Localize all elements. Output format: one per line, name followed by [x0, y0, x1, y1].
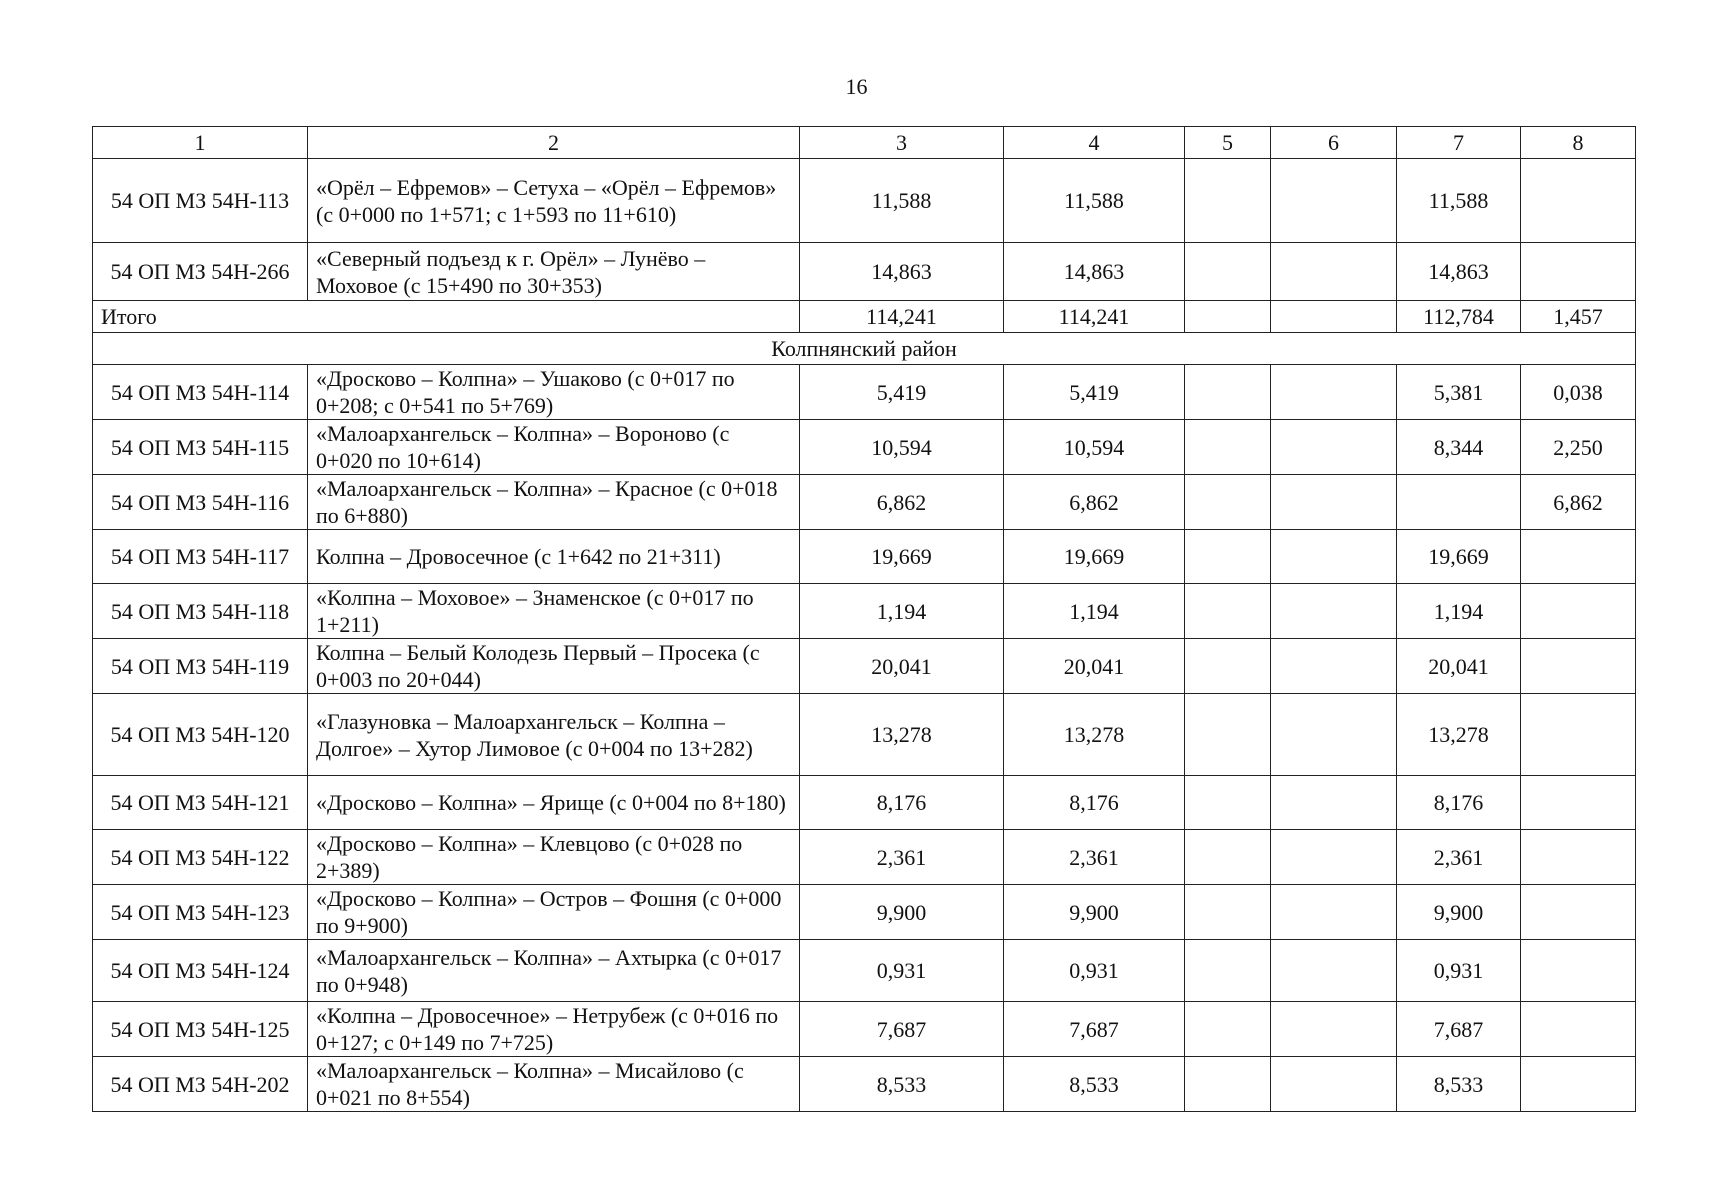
value-cell [1271, 1057, 1397, 1112]
value-cell: 2,250 [1521, 420, 1636, 475]
value-cell [1271, 159, 1397, 243]
value-cell: 8,344 [1397, 420, 1521, 475]
value-cell: 10,594 [800, 420, 1004, 475]
road-code-cell: 54 ОП МЗ 54Н-115 [93, 420, 308, 475]
value-cell [1271, 1002, 1397, 1057]
column-number-row [93, 127, 1636, 159]
column-header: 7 [1397, 127, 1521, 159]
value-cell: 0,931 [1004, 940, 1185, 1002]
value-cell: 1,194 [800, 584, 1004, 639]
road-code-cell: 54 ОП МЗ 54Н-124 [93, 940, 308, 1002]
value-cell: 8,176 [800, 776, 1004, 830]
road-code-cell: 54 ОП МЗ 54Н-120 [93, 694, 308, 776]
road-name-cell: «Глазуновка – Малоархангельск – Колпна – Долгое» – Хутор Лимовое (с 0+004 по 13+282) [308, 694, 800, 776]
value-cell: 0,931 [800, 940, 1004, 1002]
column-header: 6 [1271, 127, 1397, 159]
value-cell [1271, 243, 1397, 301]
value-cell: 19,669 [1004, 530, 1185, 584]
value-cell [1185, 530, 1271, 584]
value-cell: 0,038 [1521, 365, 1636, 420]
table-row [93, 159, 1636, 243]
value-cell: 14,863 [800, 243, 1004, 301]
column-header: 1 [93, 127, 308, 159]
road-code-cell: 54 ОП МЗ 54Н-114 [93, 365, 308, 420]
value-cell [1271, 420, 1397, 475]
column-header: 5 [1185, 127, 1271, 159]
total-value-cell: 112,784 [1397, 301, 1521, 333]
value-cell [1271, 639, 1397, 694]
table-row [93, 885, 1636, 940]
value-cell: 2,361 [1397, 830, 1521, 885]
value-cell: 11,588 [1397, 159, 1521, 243]
value-cell [1185, 776, 1271, 830]
value-cell [1521, 940, 1636, 1002]
road-code-cell: 54 ОП МЗ 54Н-123 [93, 885, 308, 940]
table-row [93, 530, 1636, 584]
table-row [93, 584, 1636, 639]
table-row [93, 830, 1636, 885]
value-cell [1271, 940, 1397, 1002]
value-cell: 13,278 [1004, 694, 1185, 776]
value-cell: 19,669 [800, 530, 1004, 584]
value-cell [1185, 1002, 1271, 1057]
value-cell: 11,588 [1004, 159, 1185, 243]
road-code-cell: 54 ОП МЗ 54Н-266 [93, 243, 308, 301]
table-row [93, 243, 1636, 301]
value-cell [1185, 694, 1271, 776]
road-code-cell: 54 ОП МЗ 54Н-118 [93, 584, 308, 639]
section-row [93, 333, 1636, 365]
value-cell [1271, 885, 1397, 940]
value-cell: 9,900 [800, 885, 1004, 940]
road-name-cell: «Орёл – Ефремов» – Сетуха – «Орёл – Ефремов» (с 0+000 по 1+571; с 1+593 по 11+610) [308, 159, 800, 243]
value-cell [1397, 475, 1521, 530]
value-cell [1271, 365, 1397, 420]
value-cell [1521, 530, 1636, 584]
value-cell [1185, 584, 1271, 639]
value-cell: 10,594 [1004, 420, 1185, 475]
road-name-cell: «Дросково – Колпна» – Ярище (с 0+004 по 8+180) [308, 776, 800, 830]
road-name-cell: «Колпна – Моховое» – Знаменское (с 0+017 по 1+211) [308, 584, 800, 639]
value-cell [1521, 694, 1636, 776]
value-cell [1521, 1057, 1636, 1112]
total-value-cell [1185, 301, 1271, 333]
value-cell [1521, 830, 1636, 885]
total-row [93, 301, 1636, 333]
value-cell [1521, 243, 1636, 301]
value-cell: 13,278 [1397, 694, 1521, 776]
table-row [93, 475, 1636, 530]
value-cell: 5,419 [1004, 365, 1185, 420]
value-cell: 2,361 [800, 830, 1004, 885]
road-code-cell: 54 ОП МЗ 54Н-117 [93, 530, 308, 584]
value-cell: 7,687 [800, 1002, 1004, 1057]
total-value-cell [1271, 301, 1397, 333]
value-cell [1185, 420, 1271, 475]
value-cell [1521, 159, 1636, 243]
value-cell [1185, 885, 1271, 940]
value-cell: 8,533 [800, 1057, 1004, 1112]
value-cell [1271, 584, 1397, 639]
table-row [93, 639, 1636, 694]
road-name-cell: «Малоархангельск – Колпна» – Ахтырка (с 0+017 по 0+948) [308, 940, 800, 1002]
column-header: 3 [800, 127, 1004, 159]
road-name-cell: «Дросково – Колпна» – Ушаково (с 0+017 по 0+208; с 0+541 по 5+769) [308, 365, 800, 420]
column-header: 8 [1521, 127, 1636, 159]
road-name-cell: «Колпна – Дровосечное» – Нетрубеж (с 0+016 по 0+127; с 0+149 по 7+725) [308, 1002, 800, 1057]
value-cell: 9,900 [1397, 885, 1521, 940]
value-cell [1185, 365, 1271, 420]
value-cell [1185, 243, 1271, 301]
table-row [93, 940, 1636, 1002]
table-row [93, 694, 1636, 776]
table-row [93, 365, 1636, 420]
road-code-cell: 54 ОП МЗ 54Н-122 [93, 830, 308, 885]
value-cell [1271, 530, 1397, 584]
table-row [93, 1002, 1636, 1057]
value-cell: 9,900 [1004, 885, 1185, 940]
value-cell: 5,419 [800, 365, 1004, 420]
column-header: 4 [1004, 127, 1185, 159]
value-cell: 14,863 [1397, 243, 1521, 301]
value-cell: 20,041 [1004, 639, 1185, 694]
value-cell: 13,278 [800, 694, 1004, 776]
road-code-cell: 54 ОП МЗ 54Н-116 [93, 475, 308, 530]
total-label-cell: Итого [93, 301, 800, 333]
value-cell: 20,041 [1397, 639, 1521, 694]
column-header: 2 [308, 127, 800, 159]
value-cell [1271, 694, 1397, 776]
table-body [93, 127, 1636, 1112]
road-code-cell: 54 ОП МЗ 54Н-119 [93, 639, 308, 694]
value-cell: 5,381 [1397, 365, 1521, 420]
value-cell: 8,176 [1004, 776, 1185, 830]
value-cell: 14,863 [1004, 243, 1185, 301]
value-cell [1521, 584, 1636, 639]
value-cell [1521, 639, 1636, 694]
road-code-cell: 54 ОП МЗ 54Н-121 [93, 776, 308, 830]
value-cell: 7,687 [1004, 1002, 1185, 1057]
value-cell: 6,862 [1004, 475, 1185, 530]
value-cell [1185, 940, 1271, 1002]
road-code-cell: 54 ОП МЗ 54Н-125 [93, 1002, 308, 1057]
value-cell [1521, 1002, 1636, 1057]
value-cell [1185, 475, 1271, 530]
total-value-cell: 114,241 [800, 301, 1004, 333]
value-cell: 8,176 [1397, 776, 1521, 830]
table-row [93, 420, 1636, 475]
value-cell: 7,687 [1397, 1002, 1521, 1057]
value-cell [1271, 475, 1397, 530]
road-name-cell: «Малоархангельск – Колпна» – Вороново (с 0+020 по 10+614) [308, 420, 800, 475]
value-cell: 8,533 [1004, 1057, 1185, 1112]
value-cell: 1,194 [1397, 584, 1521, 639]
value-cell: 11,588 [800, 159, 1004, 243]
value-cell [1185, 639, 1271, 694]
value-cell: 19,669 [1397, 530, 1521, 584]
total-value-cell: 114,241 [1004, 301, 1185, 333]
road-name-cell: «Малоархангельск – Колпна» – Красное (с 0+018 по 6+880) [308, 475, 800, 530]
value-cell [1271, 776, 1397, 830]
value-cell: 20,041 [800, 639, 1004, 694]
road-name-cell: «Малоархангельск – Колпна» – Мисайлово (с 0+021 по 8+554) [308, 1057, 800, 1112]
total-value-cell: 1,457 [1521, 301, 1636, 333]
road-name-cell: «Дросково – Колпна» – Остров – Фошня (с 0+000 по 9+900) [308, 885, 800, 940]
road-code-cell: 54 ОП МЗ 54Н-202 [93, 1057, 308, 1112]
value-cell [1185, 1057, 1271, 1112]
value-cell: 2,361 [1004, 830, 1185, 885]
section-title-cell: Колпнянский район [93, 333, 1636, 365]
table-row [93, 1057, 1636, 1112]
value-cell: 0,931 [1397, 940, 1521, 1002]
value-cell [1271, 830, 1397, 885]
road-name-cell: «Дросково – Колпна» – Клевцово (с 0+028 по 2+389) [308, 830, 800, 885]
value-cell: 6,862 [1521, 475, 1636, 530]
value-cell: 6,862 [800, 475, 1004, 530]
roads-table [92, 126, 1636, 1112]
road-code-cell: 54 ОП МЗ 54Н-113 [93, 159, 308, 243]
value-cell [1521, 776, 1636, 830]
value-cell: 8,533 [1397, 1057, 1521, 1112]
page-number: 16 [845, 74, 868, 99]
value-cell [1185, 830, 1271, 885]
value-cell: 1,194 [1004, 584, 1185, 639]
value-cell [1185, 159, 1271, 243]
road-name-cell: «Северный подъезд к г. Орёл» – Лунёво – Моховое (с 15+490 по 30+353) [308, 243, 800, 301]
table-row [93, 776, 1636, 830]
road-name-cell: Колпна – Дровосечное (с 1+642 по 21+311) [308, 530, 800, 584]
road-name-cell: Колпна – Белый Колодезь Первый – Просека (с 0+003 по 20+044) [308, 639, 800, 694]
value-cell [1521, 885, 1636, 940]
